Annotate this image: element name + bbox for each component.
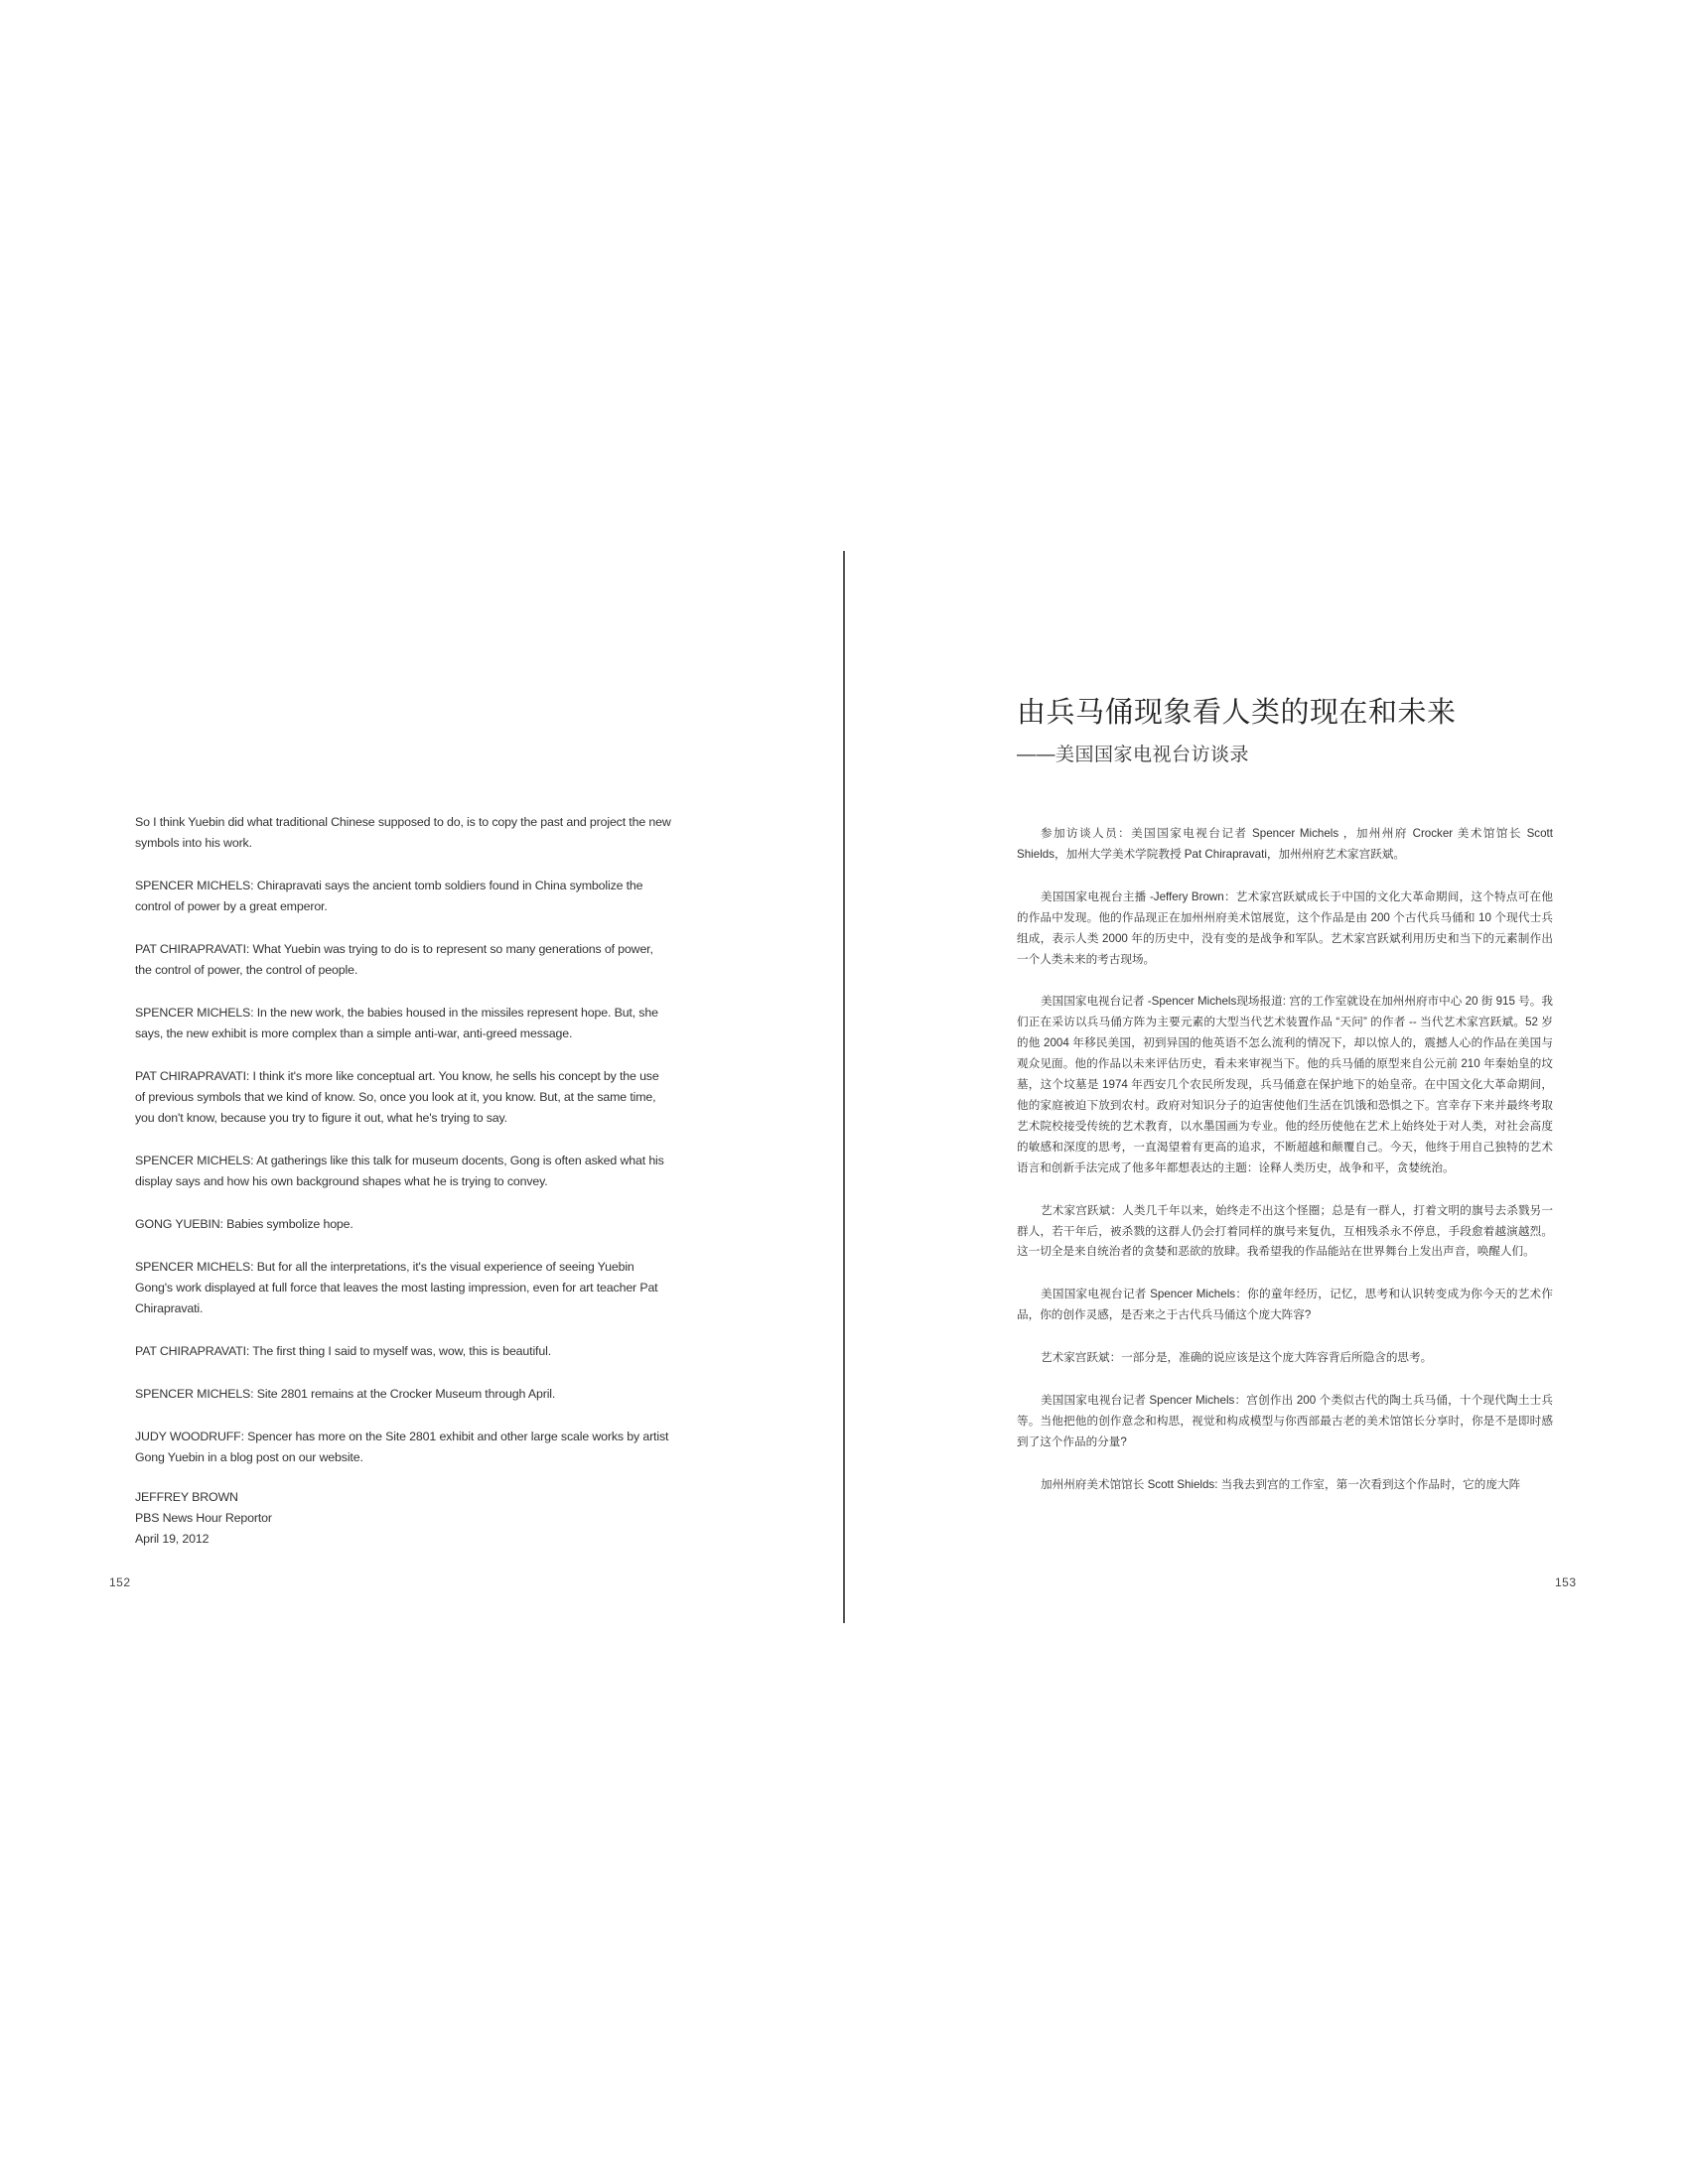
article-paragraph: 美国国家电视台记者 Spencer Michels：你的童年经历，记忆，思考和认识转变成为你今天的艺术作品，你的创作灵感，是否来之于古代兵马俑这个庞大阵容?	[1017, 1288, 1553, 1322]
byline	[135, 1487, 671, 1550]
left-page	[135, 812, 671, 1550]
article-paragraph: 艺术家宫跃斌：一部分是，准确的说应该是这个庞大阵容背后所隐含的思考。	[1041, 1351, 1433, 1365]
article-paragraph: 参加访谈人员：美国国家电视台记者 Spencer Michels ，加州州府 Crocker 美术馆馆长 Scott Shields，加州大学美术学院教授 Pat Chirapravati，加州州府艺术家宫跃斌。	[1017, 827, 1553, 861]
page-number-left: 152	[109, 1575, 131, 1589]
interview-paragraph: PAT CHIRAPRAVATI: I think it's more like conceptual art. You know, he sells his concept by the use of previous symbols that we kind of know. So, once you look at it, you know. But, at the same time, you don't know, because you try to figure it out, what he's trying to say.	[135, 1069, 659, 1125]
spread-gutter-divider	[843, 551, 845, 1623]
right-page	[1017, 695, 1553, 1518]
interview-paragraph: PAT CHIRAPRAVATI: What Yuebin was trying to do is to represent so many generations of power, the control of power, the control of people.	[135, 942, 653, 977]
interview-paragraph: SPENCER MICHELS: In the new work, the babies housed in the missiles represent hope. But, she says, the new exhibit is more complex than a simple anti-war, anti-greed message.	[135, 1006, 658, 1040]
byline-date: April 19, 2012	[135, 1532, 210, 1546]
article-title: 由兵马俑现象看人类的现在和未来	[1017, 697, 1457, 729]
interview-paragraph: SPENCER MICHELS: Chirapravati says the ancient tomb soldiers found in China symbolize the control of power by a great emperor.	[135, 879, 643, 913]
article-paragraph: 加州州府美术馆馆长 Scott Shields: 当我去到宫的工作室，第一次看到这个作品时，它的庞大阵	[1041, 1477, 1521, 1491]
article-paragraph: 美国国家电视台主播 -Jeffery Brown：艺术家宫跃斌成长于中国的文化大革命期间，这个特点可在他的作品中发现。他的作品现正在加州州府美术馆展览，这个作品是由 200 个古代兵马俑和 10 个现代士兵组成，表示人类 2000 年的历史中，没有变的是战争和军队。艺术家宫跃斌利用历史和当下的元素制作出一个人类未来的考古现场。	[1017, 889, 1553, 966]
interview-paragraph: PAT CHIRAPRAVATI: The first thing I said to myself was, wow, this is beautiful.	[135, 1344, 551, 1358]
byline-role: PBS News Hour Reportor	[135, 1511, 272, 1525]
page-number-right: 153	[1555, 1575, 1577, 1589]
interview-paragraph: SPENCER MICHELS: But for all the interpretations, it's the visual experience of seeing Yuebin Gong's work displayed at full force that leaves the most lasting impression, even for art teacher Pat Chirapravati.	[135, 1260, 658, 1315]
left-page-body	[135, 812, 671, 1550]
article-subtitle: ——美国国家电视台访谈录	[1017, 745, 1250, 765]
interview-paragraph: SPENCER MICHELS: At gatherings like this talk for museum docents, Gong is often asked what his display says and how his own background shapes what he is trying to convey.	[135, 1154, 664, 1188]
interview-paragraph: SPENCER MICHELS: Site 2801 remains at the Crocker Museum through April.	[135, 1387, 556, 1401]
byline-name: JEFFREY BROWN	[135, 1490, 238, 1504]
article-paragraph: 美国国家电视台记者 -Spencer Michels现场报道: 宫的工作室就设在加州州府市中心 20 街 915 号。我们正在采访以兵马俑方阵为主要元素的大型当代艺术装置作品 “天问” 的作者 -- 当代艺术家宫跃斌。52 岁的他 2004 年移民美国，初到异国的他英语不怎么流利的情况下，却以惊人的，震撼人心的作品在美国与观众见面。他的作品以未来评估历史，看未来审视当下。他的兵马俑的原型来自公元前 210 年秦始皇的坟墓，这个坟墓是 1974 年西安几个农民所发现，兵马俑意在保护地下的始皇帝。在中国文化大革命期间，他的家庭被迫下放到农村。政府对知识分子的迫害使他们生活在饥饿和恐惧之下。宫幸存下来并最终考取艺术院校接受传统的艺术教育，以水墨国画为专业。他的经历使他在艺术上始终处于对人类，对社会高度的敏感和深度的思考，一直渴望着有更高的追求，不断超越和颠覆自己。今天，他终于用自己独特的艺术语言和创新手法完成了他多年都想表达的主题：诠释人类历史，战争和平，贪婪统治。	[1017, 995, 1553, 1174]
interview-paragraph: So I think Yuebin did what traditional Chinese supposed to do, is to copy the past and project the new symbols into his work.	[135, 815, 671, 850]
article-paragraph: 艺术家宫跃斌：人类几千年以来，始终走不出这个怪圈；总是有一群人，打着文明的旗号去杀戮另一群人，若干年后，被杀戮的这群人仍会打着同样的旗号来复仇，互相残杀永不停息，手段愈着越演越烈。这一切全是来自统治者的贪婪和恶欲的放肆。我希望我的作品能站在世界舞台上发出声音，唤醒人们。	[1017, 1203, 1553, 1259]
article-paragraph: 美国国家电视台记者 Spencer Michels：宫创作出 200 个类似古代的陶土兵马俑，十个现代陶土士兵等。当他把他的创作意念和构思，视觉和构成模型与你西部最古老的美术馆馆长分享时，你是不是即时感到了这个作品的分量?	[1017, 1394, 1553, 1448]
article-body	[1017, 824, 1553, 1496]
interview-paragraph: JUDY WOODRUFF: Spencer has more on the Site 2801 exhibit and other large scale works by artist Gong Yuebin in a blog post on our website.	[135, 1430, 669, 1464]
interview-paragraph: GONG YUEBIN: Babies symbolize hope.	[135, 1217, 353, 1231]
